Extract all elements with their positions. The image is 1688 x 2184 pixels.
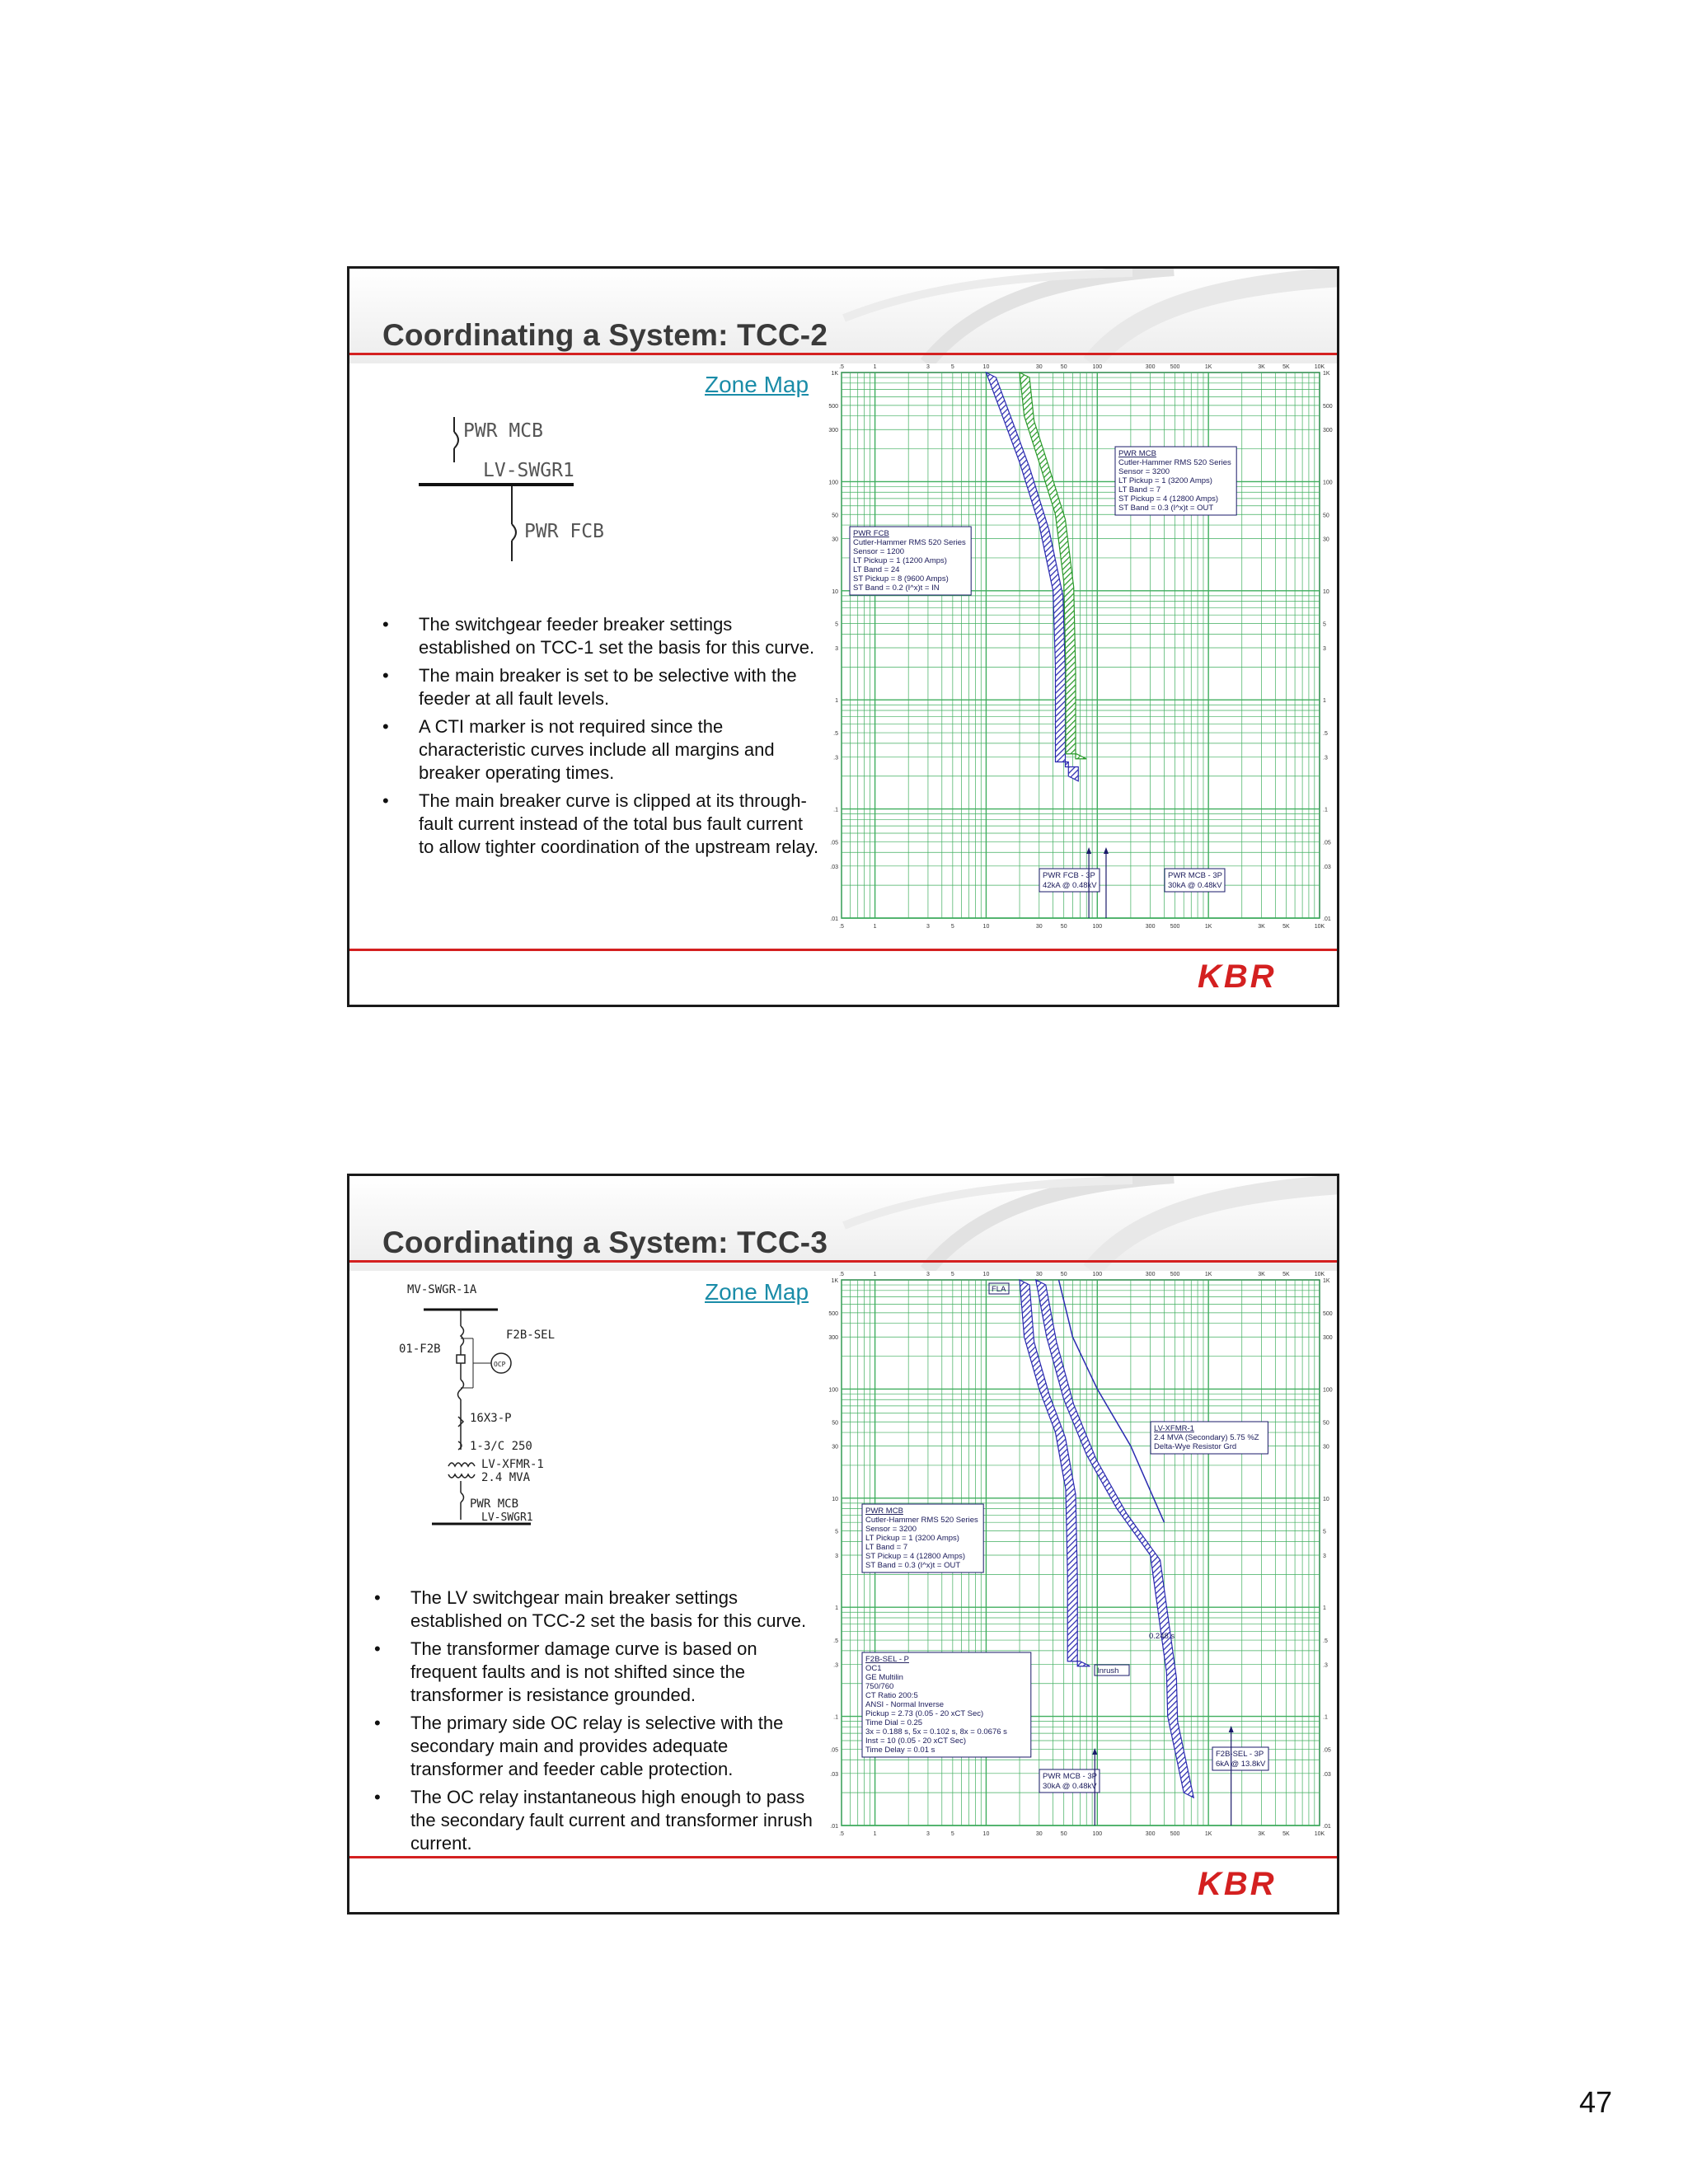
- x-tick-label-bottom: 5K: [1282, 1831, 1290, 1837]
- y-tick-label-right: .5: [1323, 1638, 1328, 1645]
- x-tick-label-top: 3: [926, 364, 930, 370]
- x-tick-label-bottom: 500: [1170, 1831, 1180, 1837]
- slide-title: Coordinating a System: TCC-2: [382, 318, 828, 352]
- curve-label-line: ST Band = 0.2 (I^x)t = IN: [853, 583, 940, 593]
- x-tick-label-bottom: 100: [1092, 1831, 1103, 1837]
- x-tick-label-bottom: .5: [839, 924, 844, 930]
- curve-label-line: LT Band = 24: [853, 565, 900, 574]
- y-tick-label-right: .3: [1323, 755, 1328, 762]
- bullet-item: • The LV switchgear main breaker settings established on TCC-2 set the basis for this curve.: [374, 1586, 819, 1633]
- one-line-diagram: [392, 401, 689, 615]
- bullet-list: [382, 613, 819, 864]
- y-tick-label-left: .1: [833, 807, 838, 813]
- x-tick-label-bottom: 3K: [1258, 1831, 1265, 1837]
- fault-marker-label: 6kA @ 13.8kV: [1216, 1760, 1266, 1769]
- chart-annotation: Inrush: [1097, 1666, 1119, 1675]
- oneline-label-01-f2b: 01-F2B: [399, 1343, 441, 1356]
- x-tick-label-bottom: 1: [873, 924, 877, 930]
- curve-label-line: Sensor = 1200: [853, 547, 905, 556]
- curve-label-line: ST Pickup = 4 (12800 Amps): [865, 1552, 966, 1561]
- y-tick-label-right: 30: [1323, 537, 1329, 543]
- x-tick-label-bottom: .5: [839, 1831, 844, 1837]
- oneline-label-mv-swgr: MV-SWGR-1A: [407, 1283, 477, 1296]
- y-tick-label-right: 300: [1323, 428, 1333, 434]
- oneline-label-16x3: 16X3-P: [470, 1412, 512, 1425]
- oneline-label-mva: 2.4 MVA: [481, 1471, 531, 1484]
- x-tick-label-top: 5: [950, 364, 954, 370]
- curve-label-line: Cutler-Hammer RMS 520 Series: [853, 538, 966, 547]
- x-tick-label-top: 500: [1170, 1272, 1180, 1277]
- x-tick-label-top: 50: [1060, 1272, 1067, 1277]
- curve-label-line: 3x = 0.188 s, 5x = 0.102 s, 8x = 0.0676 s: [865, 1727, 1007, 1736]
- y-tick-label-left: 1: [835, 698, 838, 705]
- curve-label-box: [850, 527, 971, 595]
- y-tick-label-right: 30: [1323, 1444, 1329, 1451]
- y-tick-label-right: .01: [1323, 1824, 1331, 1830]
- y-tick-label-left: .3: [833, 755, 838, 762]
- curve-label-box: [1151, 1422, 1268, 1454]
- bullet-item: • The primary side OC relay is selective with the secondary main and provides adequate transformer and feeder cable protection.: [374, 1712, 819, 1781]
- footer-line: [349, 949, 1337, 951]
- curve-label-line: LT Band = 7: [865, 1543, 908, 1552]
- fault-marker-label: 30kA @ 0.48kV: [1168, 881, 1222, 890]
- curve-label-box: [862, 1652, 1031, 1757]
- fault-marker-label: F2B-SEL - 3P: [1216, 1750, 1264, 1759]
- curve-label-line: Time Delay = 0.01 s: [865, 1746, 935, 1755]
- y-tick-label-left: 500: [828, 1310, 838, 1317]
- fault-marker-label: 42kA @ 0.48kV: [1043, 881, 1097, 890]
- curve-label-line: Sensor = 3200: [1118, 467, 1170, 476]
- oneline-label-ocp: OCP: [494, 1361, 506, 1368]
- footer-line: [349, 1856, 1337, 1858]
- x-tick-label-bottom: 10: [982, 924, 990, 930]
- y-tick-label-left: 100: [828, 480, 838, 486]
- curve-label-line: ST Pickup = 8 (9600 Amps): [853, 574, 949, 583]
- x-tick-label-top: 500: [1170, 364, 1180, 370]
- curve-label-line: ANSI - Normal Inverse: [865, 1700, 945, 1709]
- slide-title: Coordinating a System: TCC-3: [382, 1226, 828, 1259]
- y-tick-label-right: 10: [1323, 1496, 1329, 1502]
- y-tick-label-left: 1: [835, 1605, 838, 1612]
- x-tick-label-bottom: 10K: [1314, 924, 1325, 930]
- oneline-label-xfmr: LV-XFMR-1: [481, 1458, 544, 1471]
- curve-label-box: [1115, 447, 1236, 515]
- y-tick-label-right: .03: [1323, 1771, 1331, 1778]
- y-tick-label-left: 300: [828, 1335, 838, 1342]
- y-tick-label-left: 30: [832, 537, 838, 543]
- curve-label-line: CT Ratio 200:5: [865, 1691, 918, 1700]
- chart-annotation: 0.248 s: [1149, 1632, 1175, 1641]
- oneline-label-cable: 1-3/C 250: [470, 1440, 532, 1453]
- y-tick-label-left: .03: [830, 1771, 838, 1778]
- x-tick-label-bottom: 30: [1035, 924, 1043, 930]
- x-tick-label-bottom: 1K: [1204, 1831, 1212, 1837]
- y-tick-label-left: 5: [835, 621, 838, 628]
- x-tick-label-top: 3K: [1258, 364, 1265, 370]
- oneline-label-f2b-sel: F2B-SEL: [506, 1329, 556, 1342]
- one-line-diagram: [399, 1277, 597, 1582]
- x-tick-label-top: 1: [873, 364, 877, 370]
- curve-label-line: 750/760: [865, 1682, 894, 1691]
- y-tick-label-right: 3: [1323, 646, 1326, 653]
- bullet-item: • A CTI marker is not required since the characteristic curves include all margins and breaker operating times.: [382, 715, 819, 785]
- fault-marker-label: PWR MCB - 3P: [1168, 871, 1222, 880]
- x-tick-label-bottom: 10: [982, 1831, 990, 1837]
- curve-label-line: PWR MCB: [865, 1507, 903, 1516]
- y-tick-label-right: .05: [1323, 840, 1331, 846]
- y-tick-label-right: .1: [1323, 1714, 1328, 1721]
- fault-marker-label: PWR FCB - 3P: [1043, 871, 1095, 880]
- curve-label-line: ST Pickup = 4 (12800 Amps): [1118, 494, 1219, 504]
- bullet-item: • The OC relay instantaneous high enough to pass the secondary fault current and transformer inrush current.: [374, 1786, 819, 1855]
- x-tick-label-bottom: 5: [950, 1831, 954, 1837]
- y-tick-label-right: 500: [1323, 1310, 1333, 1317]
- y-tick-label-right: 100: [1323, 1387, 1333, 1394]
- x-tick-label-top: 50: [1060, 364, 1067, 370]
- y-tick-label-left: 1K: [831, 1278, 838, 1284]
- x-tick-label-bottom: 1: [873, 1831, 877, 1837]
- title-underline: [349, 353, 1337, 355]
- y-tick-label-left: .01: [830, 1824, 838, 1830]
- y-tick-label-right: 50: [1323, 1420, 1329, 1427]
- zone-map-link[interactable]: Zone Map: [705, 372, 809, 397]
- x-tick-label-bottom: 500: [1170, 924, 1180, 930]
- x-tick-label-bottom: 50: [1060, 924, 1067, 930]
- bullet-item: • The switchgear feeder breaker settings established on TCC-1 set the basis for this curve.: [382, 613, 819, 659]
- curve-label-line: GE Multilin: [865, 1673, 903, 1682]
- x-tick-label-bottom: 300: [1145, 924, 1156, 930]
- x-tick-label-top: 1K: [1204, 1272, 1212, 1277]
- y-tick-label-left: 5: [835, 1529, 838, 1535]
- y-tick-label-right: .05: [1323, 1747, 1331, 1754]
- title-underline: [349, 1260, 1337, 1263]
- x-tick-label-top: 5K: [1282, 1272, 1290, 1277]
- slide-tcc2: [347, 266, 1339, 1007]
- y-tick-label-right: .1: [1323, 807, 1328, 813]
- x-tick-label-top: 5: [950, 1272, 954, 1277]
- curve-label-line: Sensor = 3200: [865, 1525, 917, 1534]
- x-tick-label-bottom: 5: [950, 924, 954, 930]
- y-tick-label-right: 1K: [1323, 1278, 1330, 1284]
- oneline-label-pwr-mcb: PWR MCB: [463, 420, 543, 442]
- bullet-item: • The transformer damage curve is based on frequent faults and is not shifted since the transformer is resistance grounded.: [374, 1638, 819, 1707]
- page-number: 47: [1579, 2085, 1613, 2119]
- y-tick-label-left: 300: [828, 428, 838, 434]
- y-tick-label-left: .5: [833, 731, 838, 738]
- bullet-item: • The main breaker is set to be selective with the feeder at all fault levels.: [382, 664, 819, 710]
- y-tick-label-left: .01: [830, 916, 838, 922]
- zone-map-link[interactable]: Zone Map: [705, 1279, 809, 1305]
- curve-label-line: Pickup = 2.73 (0.05 - 20 xCT Sec): [865, 1709, 984, 1718]
- x-tick-label-top: 1K: [1204, 364, 1212, 370]
- chart-annotation: FLA: [992, 1285, 1006, 1294]
- x-tick-label-top: 100: [1092, 364, 1103, 370]
- curve-label-line: Delta-Wye Resistor Grd: [1154, 1442, 1237, 1451]
- oneline-label-lv-swgr1: LV-SWGR1: [483, 460, 574, 481]
- y-tick-label-right: 1: [1323, 698, 1326, 705]
- x-tick-label-bottom: 300: [1145, 1831, 1156, 1837]
- y-tick-label-right: .3: [1323, 1662, 1328, 1669]
- curve-label-line: F2B-SEL - P: [865, 1655, 909, 1664]
- curve-label-line: LT Pickup = 1 (1200 Amps): [853, 556, 947, 565]
- y-tick-label-right: 1K: [1323, 371, 1330, 377]
- x-tick-label-top: 100: [1092, 1272, 1103, 1277]
- x-tick-label-bottom: 5K: [1282, 924, 1290, 930]
- y-tick-label-left: 3: [835, 646, 838, 653]
- curve-label-line: ST Band = 0.3 (I^x)t = OUT: [1118, 504, 1214, 513]
- y-tick-label-left: .3: [833, 1662, 838, 1669]
- x-tick-label-top: 300: [1145, 1272, 1156, 1277]
- y-tick-label-right: 3: [1323, 1554, 1326, 1560]
- y-tick-label-right: .5: [1323, 731, 1328, 738]
- x-tick-label-top: 3K: [1258, 1272, 1265, 1277]
- oneline-label-pwr-fcb: PWR FCB: [524, 521, 604, 542]
- x-tick-label-top: 1: [873, 1272, 877, 1277]
- plot-area: [842, 373, 1320, 918]
- y-tick-label-right: 50: [1323, 513, 1329, 519]
- curve-label-line: LT Pickup = 1 (3200 Amps): [1118, 476, 1212, 485]
- y-tick-label-right: 100: [1323, 480, 1333, 486]
- x-tick-label-top: 5K: [1282, 364, 1290, 370]
- y-tick-label-right: 5: [1323, 1529, 1326, 1535]
- curve-label-line: ST Band = 0.3 (I^x)t = OUT: [865, 1561, 961, 1570]
- curve-label-line: Inst = 10 (0.05 - 20 xCT Sec): [865, 1736, 967, 1746]
- fault-marker-label: PWR MCB - 3P: [1043, 1772, 1097, 1781]
- y-tick-label-right: 1: [1323, 1605, 1326, 1612]
- x-tick-label-bottom: 50: [1060, 1831, 1067, 1837]
- x-tick-label-top: 10K: [1314, 364, 1325, 370]
- x-tick-label-top: .5: [839, 364, 844, 370]
- bullet-list: [374, 1586, 819, 1860]
- y-tick-label-right: 5: [1323, 621, 1326, 628]
- y-tick-label-left: .1: [833, 1714, 838, 1721]
- bullet-item: • The main breaker curve is clipped at its through-fault current instead of the total bus fault current to allow tighter coordination of the upstream relay.: [382, 790, 819, 859]
- y-tick-label-left: 50: [832, 513, 838, 519]
- curve-label-line: OC1: [865, 1664, 882, 1673]
- y-tick-label-right: .03: [1323, 864, 1331, 870]
- tcc-chart: [825, 358, 1336, 935]
- y-tick-label-left: .05: [830, 840, 838, 846]
- x-tick-label-bottom: 3: [926, 924, 930, 930]
- x-tick-label-bottom: 3K: [1258, 924, 1265, 930]
- y-tick-label-left: .03: [830, 864, 838, 870]
- y-tick-label-left: 1K: [831, 371, 838, 377]
- kbr-logo: KBR: [1198, 1866, 1277, 1902]
- slide-tcc3: [347, 1174, 1339, 1915]
- x-tick-label-bottom: 100: [1092, 924, 1103, 930]
- curve-label-line: PWR MCB: [1118, 449, 1156, 458]
- curve-label-line: Time Dial = 0.25: [865, 1718, 923, 1727]
- curve-label-line: PWR FCB: [853, 529, 889, 538]
- y-tick-label-left: .05: [830, 1747, 838, 1754]
- y-tick-label-left: 50: [832, 1420, 838, 1427]
- fault-marker-label: 30kA @ 0.48kV: [1043, 1782, 1097, 1791]
- y-tick-label-left: 10: [832, 588, 838, 595]
- y-tick-label-right: 500: [1323, 403, 1333, 410]
- kbr-logo: KBR: [1198, 958, 1277, 995]
- x-tick-label-bottom: 1K: [1204, 924, 1212, 930]
- curve-label-line: Cutler-Hammer RMS 520 Series: [1118, 458, 1231, 467]
- y-tick-label-left: .5: [833, 1638, 838, 1645]
- curve-label-line: 2.4 MVA (Secondary) 5.75 %Z: [1154, 1433, 1259, 1442]
- x-tick-label-top: 10K: [1314, 1272, 1325, 1277]
- curve-label-line: LT Pickup = 1 (3200 Amps): [865, 1534, 959, 1543]
- x-tick-label-bottom: 3: [926, 1831, 930, 1837]
- curve-label-box: [862, 1504, 983, 1572]
- curve-label-line: Cutler-Hammer RMS 520 Series: [865, 1516, 978, 1525]
- x-tick-label-top: .5: [839, 1272, 844, 1277]
- tcc-chart: [825, 1265, 1336, 1842]
- y-tick-label-left: 3: [835, 1554, 838, 1560]
- x-tick-label-bottom: 10K: [1314, 1831, 1325, 1837]
- y-tick-label-left: 30: [832, 1444, 838, 1451]
- y-tick-label-right: 300: [1323, 1335, 1333, 1342]
- y-tick-label-right: .01: [1323, 916, 1331, 922]
- y-tick-label-left: 10: [832, 1496, 838, 1502]
- y-tick-label-right: 10: [1323, 588, 1329, 595]
- y-tick-label-left: 500: [828, 403, 838, 410]
- y-tick-label-left: 100: [828, 1387, 838, 1394]
- x-tick-label-top: 30: [1035, 364, 1043, 370]
- x-tick-label-bottom: 30: [1035, 1831, 1043, 1837]
- x-tick-label-top: 3: [926, 1272, 930, 1277]
- x-tick-label-top: 10: [982, 364, 990, 370]
- x-tick-label-top: 10: [982, 1272, 990, 1277]
- x-tick-label-top: 30: [1035, 1272, 1043, 1277]
- oneline-label-lv-swgr1: LV-SWGR1: [481, 1511, 533, 1524]
- oneline-label-pwr-mcb: PWR MCB: [470, 1497, 519, 1511]
- x-tick-label-top: 300: [1145, 364, 1156, 370]
- curve-label-line: LV-XFMR-1: [1154, 1424, 1194, 1433]
- curve-label-line: LT Band = 7: [1118, 485, 1161, 494]
